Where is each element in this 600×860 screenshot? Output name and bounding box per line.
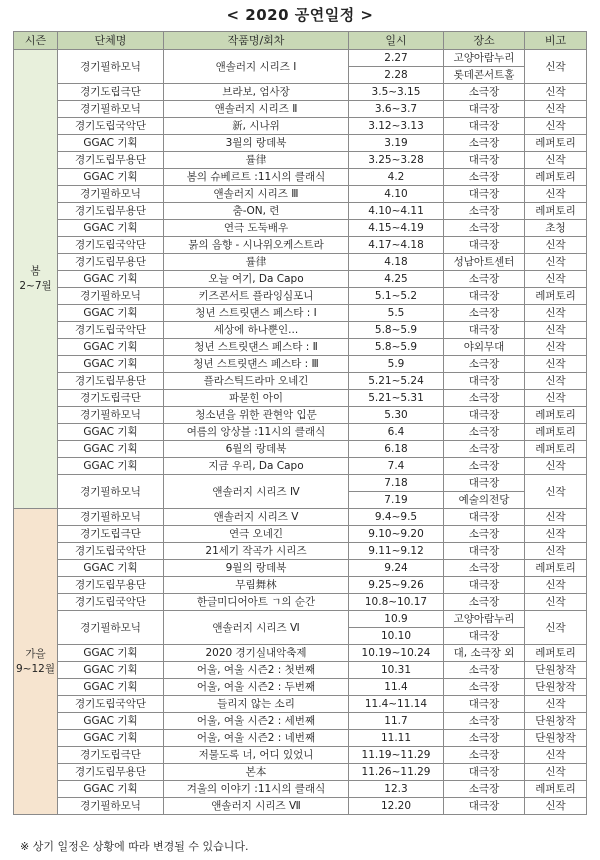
work-cell: 21세기 작곡가 시리즈 xyxy=(164,543,349,560)
work-cell: 겨울의 이야기 :11시의 클래식 xyxy=(164,781,349,798)
org-cell: GGAC 기획 xyxy=(58,339,164,356)
venue-cell: 대극장 xyxy=(444,322,525,339)
season-range: 2~7월 xyxy=(19,280,52,292)
org-cell: GGAC 기획 xyxy=(58,662,164,679)
work-cell: 청년 스트릿댄스 페스타 : Ⅰ xyxy=(164,305,349,322)
org-cell: GGAC 기획 xyxy=(58,645,164,662)
note-cell: 레퍼토리 xyxy=(525,203,587,220)
table-row xyxy=(14,152,587,169)
work-cell: 앤솔러지 시리즈 Ⅵ xyxy=(164,611,349,645)
season-cell-autumn xyxy=(14,509,58,815)
note-cell: 신작 xyxy=(525,594,587,611)
venue-cell: 소극장 xyxy=(444,84,525,101)
table-row xyxy=(14,203,587,220)
date-cell: 9.10~9.20 xyxy=(349,526,444,543)
org-cell: 경기도립무용단 xyxy=(58,203,164,220)
note-cell: 신작 xyxy=(525,84,587,101)
venue-cell: 대극장 xyxy=(444,101,525,118)
org-cell: 경기필하모닉 xyxy=(58,50,164,84)
date-cell: 3.5~3.15 xyxy=(349,84,444,101)
table-row xyxy=(14,747,587,764)
note-cell: 단원창작 xyxy=(525,713,587,730)
table-row xyxy=(14,645,587,662)
work-cell: 9월의 랑데북 xyxy=(164,560,349,577)
table-row xyxy=(14,458,587,475)
table-row xyxy=(14,186,587,203)
org-cell: GGAC 기획 xyxy=(58,305,164,322)
date-cell: 12.20 xyxy=(349,798,444,815)
note-cell: 신작 xyxy=(525,390,587,407)
page-title: < 2020 공연일정 > xyxy=(226,6,374,24)
date-cell: 11.4 xyxy=(349,679,444,696)
org-cell: 경기도립무용단 xyxy=(58,577,164,594)
note-cell: 레퍼토리 xyxy=(525,135,587,152)
table-row xyxy=(14,696,587,713)
footnote: ※ 상기 일정은 상황에 따라 변경될 수 있습니다. xyxy=(20,840,249,853)
org-cell: 경기도립무용단 xyxy=(58,254,164,271)
venue-cell: 고양아람누리 xyxy=(444,50,525,67)
work-cell: 청소년을 위한 관현악 입문 xyxy=(164,407,349,424)
date-cell: 4.17~4.18 xyxy=(349,237,444,254)
date-cell: 4.10 xyxy=(349,186,444,203)
venue-cell: 대극장 xyxy=(444,152,525,169)
table-row xyxy=(14,322,587,339)
table-row xyxy=(14,288,587,305)
org-cell: GGAC 기획 xyxy=(58,679,164,696)
venue-cell: 성남아트센터 xyxy=(444,254,525,271)
date-cell: 6.4 xyxy=(349,424,444,441)
date-cell: 2.28 xyxy=(349,67,444,84)
venue-cell: 소극장 xyxy=(444,169,525,186)
venue-cell: 소극장 xyxy=(444,458,525,475)
venue-cell: 소극장 xyxy=(444,594,525,611)
venue-cell: 대극장 xyxy=(444,543,525,560)
note-cell: 신작 xyxy=(525,322,587,339)
venue-cell: 대, 소극장 외 xyxy=(444,645,525,662)
date-cell: 10.10 xyxy=(349,628,444,645)
table-row xyxy=(14,169,587,186)
header-note: 비고 xyxy=(525,32,587,50)
table-row xyxy=(14,781,587,798)
work-cell: 어울, 여울 시즌2 : 두번째 xyxy=(164,679,349,696)
date-cell: 7.4 xyxy=(349,458,444,475)
note-cell: 신작 xyxy=(525,543,587,560)
venue-cell: 소극장 xyxy=(444,730,525,747)
venue-cell: 소극장 xyxy=(444,220,525,237)
work-cell: 저물도록 너, 어디 있었니 xyxy=(164,747,349,764)
venue-cell: 대극장 xyxy=(444,509,525,526)
org-cell: 경기도립무용단 xyxy=(58,764,164,781)
note-cell: 레퍼토리 xyxy=(525,781,587,798)
venue-cell: 대극장 xyxy=(444,373,525,390)
date-cell: 4.15~4.19 xyxy=(349,220,444,237)
note-cell: 레퍼토리 xyxy=(525,407,587,424)
note-cell: 단원창작 xyxy=(525,662,587,679)
date-cell: 5.8~5.9 xyxy=(349,322,444,339)
note-cell: 신작 xyxy=(525,509,587,526)
venue-cell: 소극장 xyxy=(444,526,525,543)
venue-cell: 소극장 xyxy=(444,441,525,458)
date-cell: 3.25~3.28 xyxy=(349,152,444,169)
table-row xyxy=(14,543,587,560)
table-row xyxy=(14,135,587,152)
table-row xyxy=(14,373,587,390)
note-cell: 초청 xyxy=(525,220,587,237)
work-cell: 묽의 음향 - 시나위오케스트라 xyxy=(164,237,349,254)
date-cell: 5.21~5.31 xyxy=(349,390,444,407)
venue-cell: 대극장 xyxy=(444,237,525,254)
org-cell: 경기도립극단 xyxy=(58,84,164,101)
date-cell: 9.24 xyxy=(349,560,444,577)
venue-cell: 소극장 xyxy=(444,390,525,407)
table-header-row xyxy=(14,32,587,50)
work-cell: 앤솔러지 시리즈 Ⅳ xyxy=(164,475,349,509)
work-cell: 6월의 랑데북 xyxy=(164,441,349,458)
table-row xyxy=(14,730,587,747)
note-cell: 신작 xyxy=(525,50,587,84)
table-row xyxy=(14,475,587,492)
work-cell: 키즈콘서트 플라잉심포니 xyxy=(164,288,349,305)
work-cell: 앤솔러지 시리즈 Ⅰ xyxy=(164,50,349,84)
work-cell: 률律 xyxy=(164,254,349,271)
work-cell: 들리지 않는 소리 xyxy=(164,696,349,713)
org-cell: 경기도립극단 xyxy=(58,526,164,543)
table-row xyxy=(14,577,587,594)
work-cell: 3월의 랑데북 xyxy=(164,135,349,152)
table-row xyxy=(14,50,587,67)
venue-cell: 소극장 xyxy=(444,713,525,730)
season-name: 봄 xyxy=(30,265,41,277)
table-row xyxy=(14,611,587,628)
header-org: 단체명 xyxy=(58,32,164,50)
venue-cell: 대극장 xyxy=(444,407,525,424)
note-cell: 레퍼토리 xyxy=(525,424,587,441)
schedule-table xyxy=(13,31,587,815)
note-cell: 단원창작 xyxy=(525,679,587,696)
note-cell: 신작 xyxy=(525,747,587,764)
note-cell: 신작 xyxy=(525,271,587,288)
table-row xyxy=(14,441,587,458)
note-cell: 레퍼토리 xyxy=(525,645,587,662)
work-cell: 봄의 슈베르트 :11시의 클래식 xyxy=(164,169,349,186)
org-cell: GGAC 기획 xyxy=(58,169,164,186)
header-venue: 장소 xyxy=(444,32,525,50)
date-cell: 11.19~11.29 xyxy=(349,747,444,764)
work-cell: 앤솔러지 시리즈 Ⅴ xyxy=(164,509,349,526)
work-cell: 연극 도둑배우 xyxy=(164,220,349,237)
date-cell: 5.1~5.2 xyxy=(349,288,444,305)
note-cell: 신작 xyxy=(525,764,587,781)
org-cell: 경기도립국악단 xyxy=(58,543,164,560)
org-cell: 경기도립국악단 xyxy=(58,237,164,254)
date-cell: 4.10~4.11 xyxy=(349,203,444,220)
work-cell: 어울, 여울 시즌2 : 세번째 xyxy=(164,713,349,730)
venue-cell: 소극장 xyxy=(444,135,525,152)
org-cell: 경기필하모닉 xyxy=(58,475,164,509)
note-cell: 신작 xyxy=(525,526,587,543)
date-cell: 4.18 xyxy=(349,254,444,271)
date-cell: 3.19 xyxy=(349,135,444,152)
note-cell: 신작 xyxy=(525,152,587,169)
org-cell: GGAC 기획 xyxy=(58,135,164,152)
work-cell: 앤솔러지 시리즈 Ⅲ xyxy=(164,186,349,203)
table-row xyxy=(14,798,587,815)
header-work: 작품명/회차 xyxy=(164,32,349,50)
table-row xyxy=(14,407,587,424)
work-cell: 연극 오네긴 xyxy=(164,526,349,543)
date-cell: 11.26~11.29 xyxy=(349,764,444,781)
org-cell: GGAC 기획 xyxy=(58,713,164,730)
work-cell: 무림舞林 xyxy=(164,577,349,594)
org-cell: 경기도립국악단 xyxy=(58,594,164,611)
work-cell: 앤솔러지 시리즈 Ⅶ xyxy=(164,798,349,815)
venue-cell: 대극장 xyxy=(444,764,525,781)
date-cell: 3.6~3.7 xyxy=(349,101,444,118)
table-row xyxy=(14,424,587,441)
venue-cell: 대극장 xyxy=(444,118,525,135)
org-cell: 경기도립무용단 xyxy=(58,152,164,169)
date-cell: 5.30 xyxy=(349,407,444,424)
note-cell: 신작 xyxy=(525,305,587,322)
date-cell: 12.3 xyxy=(349,781,444,798)
venue-cell: 대극장 xyxy=(444,186,525,203)
date-cell: 2.27 xyxy=(349,50,444,67)
table-row xyxy=(14,271,587,288)
org-cell: 경기필하모닉 xyxy=(58,509,164,526)
date-cell: 5.8~5.9 xyxy=(349,339,444,356)
org-cell: GGAC 기획 xyxy=(58,458,164,475)
venue-cell: 대극장 xyxy=(444,475,525,492)
venue-cell: 예술의전당 xyxy=(444,492,525,509)
date-cell: 9.4~9.5 xyxy=(349,509,444,526)
org-cell: 경기도립무용단 xyxy=(58,373,164,390)
note-cell: 신작 xyxy=(525,798,587,815)
note-cell: 신작 xyxy=(525,577,587,594)
note-cell: 신작 xyxy=(525,101,587,118)
table-row xyxy=(14,526,587,543)
work-cell: 플라스틱드라마 오네긴 xyxy=(164,373,349,390)
date-cell: 9.25~9.26 xyxy=(349,577,444,594)
header-season: 시즌 xyxy=(14,32,58,50)
venue-cell: 소극장 xyxy=(444,424,525,441)
org-cell: 경기도립국악단 xyxy=(58,696,164,713)
venue-cell: 소극장 xyxy=(444,356,525,373)
note-cell: 단원창작 xyxy=(525,730,587,747)
table-row xyxy=(14,220,587,237)
venue-cell: 소극장 xyxy=(444,662,525,679)
venue-cell: 대극장 xyxy=(444,288,525,305)
venue-cell: 롯데콘서트홀 xyxy=(444,67,525,84)
org-cell: 경기도립극단 xyxy=(58,390,164,407)
date-cell: 7.19 xyxy=(349,492,444,509)
note-cell: 레퍼토리 xyxy=(525,169,587,186)
table-row xyxy=(14,237,587,254)
org-cell: 경기필하모닉 xyxy=(58,288,164,305)
date-cell: 10.8~10.17 xyxy=(349,594,444,611)
note-cell: 신작 xyxy=(525,458,587,475)
venue-cell: 소극장 xyxy=(444,305,525,322)
venue-cell: 야외무대 xyxy=(444,339,525,356)
venue-cell: 대극장 xyxy=(444,798,525,815)
work-cell: 춤-ON, 련 xyxy=(164,203,349,220)
table-row xyxy=(14,594,587,611)
date-cell: 10.19~10.24 xyxy=(349,645,444,662)
note-cell: 신작 xyxy=(525,475,587,509)
note-cell: 레퍼토리 xyxy=(525,288,587,305)
org-cell: 경기필하모닉 xyxy=(58,798,164,815)
season-range: 9~12월 xyxy=(16,662,55,675)
date-cell: 11.7 xyxy=(349,713,444,730)
season-name: 가을 xyxy=(25,647,46,660)
venue-cell: 대극장 xyxy=(444,628,525,645)
org-cell: 경기필하모닉 xyxy=(58,186,164,203)
work-cell: 지금 우리, Da Capo xyxy=(164,458,349,475)
date-cell: 6.18 xyxy=(349,441,444,458)
note-cell: 신작 xyxy=(525,611,587,645)
org-cell: GGAC 기획 xyxy=(58,441,164,458)
note-cell: 레퍼토리 xyxy=(525,441,587,458)
date-cell: 5.9 xyxy=(349,356,444,373)
header-date: 일시 xyxy=(349,32,444,50)
table-row xyxy=(14,764,587,781)
org-cell: GGAC 기획 xyxy=(58,781,164,798)
work-cell: 2020 경기실내악축제 xyxy=(164,645,349,662)
table-row xyxy=(14,305,587,322)
note-cell: 신작 xyxy=(525,696,587,713)
schedule-body xyxy=(14,50,587,815)
table-row xyxy=(14,390,587,407)
note-cell: 신작 xyxy=(525,186,587,203)
date-cell: 10.31 xyxy=(349,662,444,679)
work-cell: 한글미디어아트 ㄱ의 순간 xyxy=(164,594,349,611)
note-cell: 레퍼토리 xyxy=(525,560,587,577)
venue-cell: 대극장 xyxy=(444,696,525,713)
org-cell: GGAC 기획 xyxy=(58,560,164,577)
work-cell: 新, 시나위 xyxy=(164,118,349,135)
note-cell: 신작 xyxy=(525,118,587,135)
work-cell: 세상에 하나뿐인... xyxy=(164,322,349,339)
table-row xyxy=(14,356,587,373)
date-cell: 5.5 xyxy=(349,305,444,322)
table-row xyxy=(14,339,587,356)
note-cell: 신작 xyxy=(525,237,587,254)
venue-cell: 소극장 xyxy=(444,271,525,288)
venue-cell: 소극장 xyxy=(444,781,525,798)
work-cell: 어울, 여울 시즌2 : 첫번째 xyxy=(164,662,349,679)
org-cell: 경기필하모닉 xyxy=(58,611,164,645)
note-cell: 신작 xyxy=(525,373,587,390)
season-cell-spring xyxy=(14,50,58,509)
date-cell: 9.11~9.12 xyxy=(349,543,444,560)
table-row xyxy=(14,662,587,679)
date-cell: 4.25 xyxy=(349,271,444,288)
date-cell: 10.9 xyxy=(349,611,444,628)
venue-cell: 소극장 xyxy=(444,747,525,764)
date-cell: 11.4~11.14 xyxy=(349,696,444,713)
note-cell: 신작 xyxy=(525,356,587,373)
table-row xyxy=(14,679,587,696)
venue-cell: 소극장 xyxy=(444,560,525,577)
table-row xyxy=(14,118,587,135)
venue-cell: 고양아람누리 xyxy=(444,611,525,628)
table-row xyxy=(14,713,587,730)
venue-cell: 대극장 xyxy=(444,577,525,594)
org-cell: 경기도립국악단 xyxy=(58,322,164,339)
work-cell: 어울, 여울 시즌2 : 네번째 xyxy=(164,730,349,747)
org-cell: 경기필하모닉 xyxy=(58,101,164,118)
note-cell: 신작 xyxy=(525,339,587,356)
table-row xyxy=(14,254,587,271)
org-cell: 경기도립극단 xyxy=(58,747,164,764)
work-cell: 본本 xyxy=(164,764,349,781)
work-cell: 률律 xyxy=(164,152,349,169)
work-cell: 청년 스트릿댄스 페스타 : Ⅱ xyxy=(164,339,349,356)
table-row xyxy=(14,560,587,577)
date-cell: 4.2 xyxy=(349,169,444,186)
org-cell: GGAC 기획 xyxy=(58,424,164,441)
table-row xyxy=(14,509,587,526)
org-cell: 경기필하모닉 xyxy=(58,407,164,424)
venue-cell: 소극장 xyxy=(444,679,525,696)
work-cell: 청년 스트릿댄스 페스타 : Ⅲ xyxy=(164,356,349,373)
date-cell: 5.21~5.24 xyxy=(349,373,444,390)
org-cell: 경기도립국악단 xyxy=(58,118,164,135)
venue-cell: 소극장 xyxy=(444,203,525,220)
work-cell: 여름의 앙상블 :11시의 클래식 xyxy=(164,424,349,441)
date-cell: 3.12~3.13 xyxy=(349,118,444,135)
date-cell: 11.11 xyxy=(349,730,444,747)
work-cell: 오늘 여기, Da Capo xyxy=(164,271,349,288)
work-cell: 브라보, 엄사장 xyxy=(164,84,349,101)
work-cell: 앤솔러지 시리즈 Ⅱ xyxy=(164,101,349,118)
org-cell: GGAC 기획 xyxy=(58,356,164,373)
work-cell: 파묻힌 아이 xyxy=(164,390,349,407)
org-cell: GGAC 기획 xyxy=(58,271,164,288)
org-cell: GGAC 기획 xyxy=(58,730,164,747)
table-row xyxy=(14,84,587,101)
date-cell: 7.18 xyxy=(349,475,444,492)
note-cell: 신작 xyxy=(525,254,587,271)
org-cell: GGAC 기획 xyxy=(58,220,164,237)
table-row xyxy=(14,101,587,118)
